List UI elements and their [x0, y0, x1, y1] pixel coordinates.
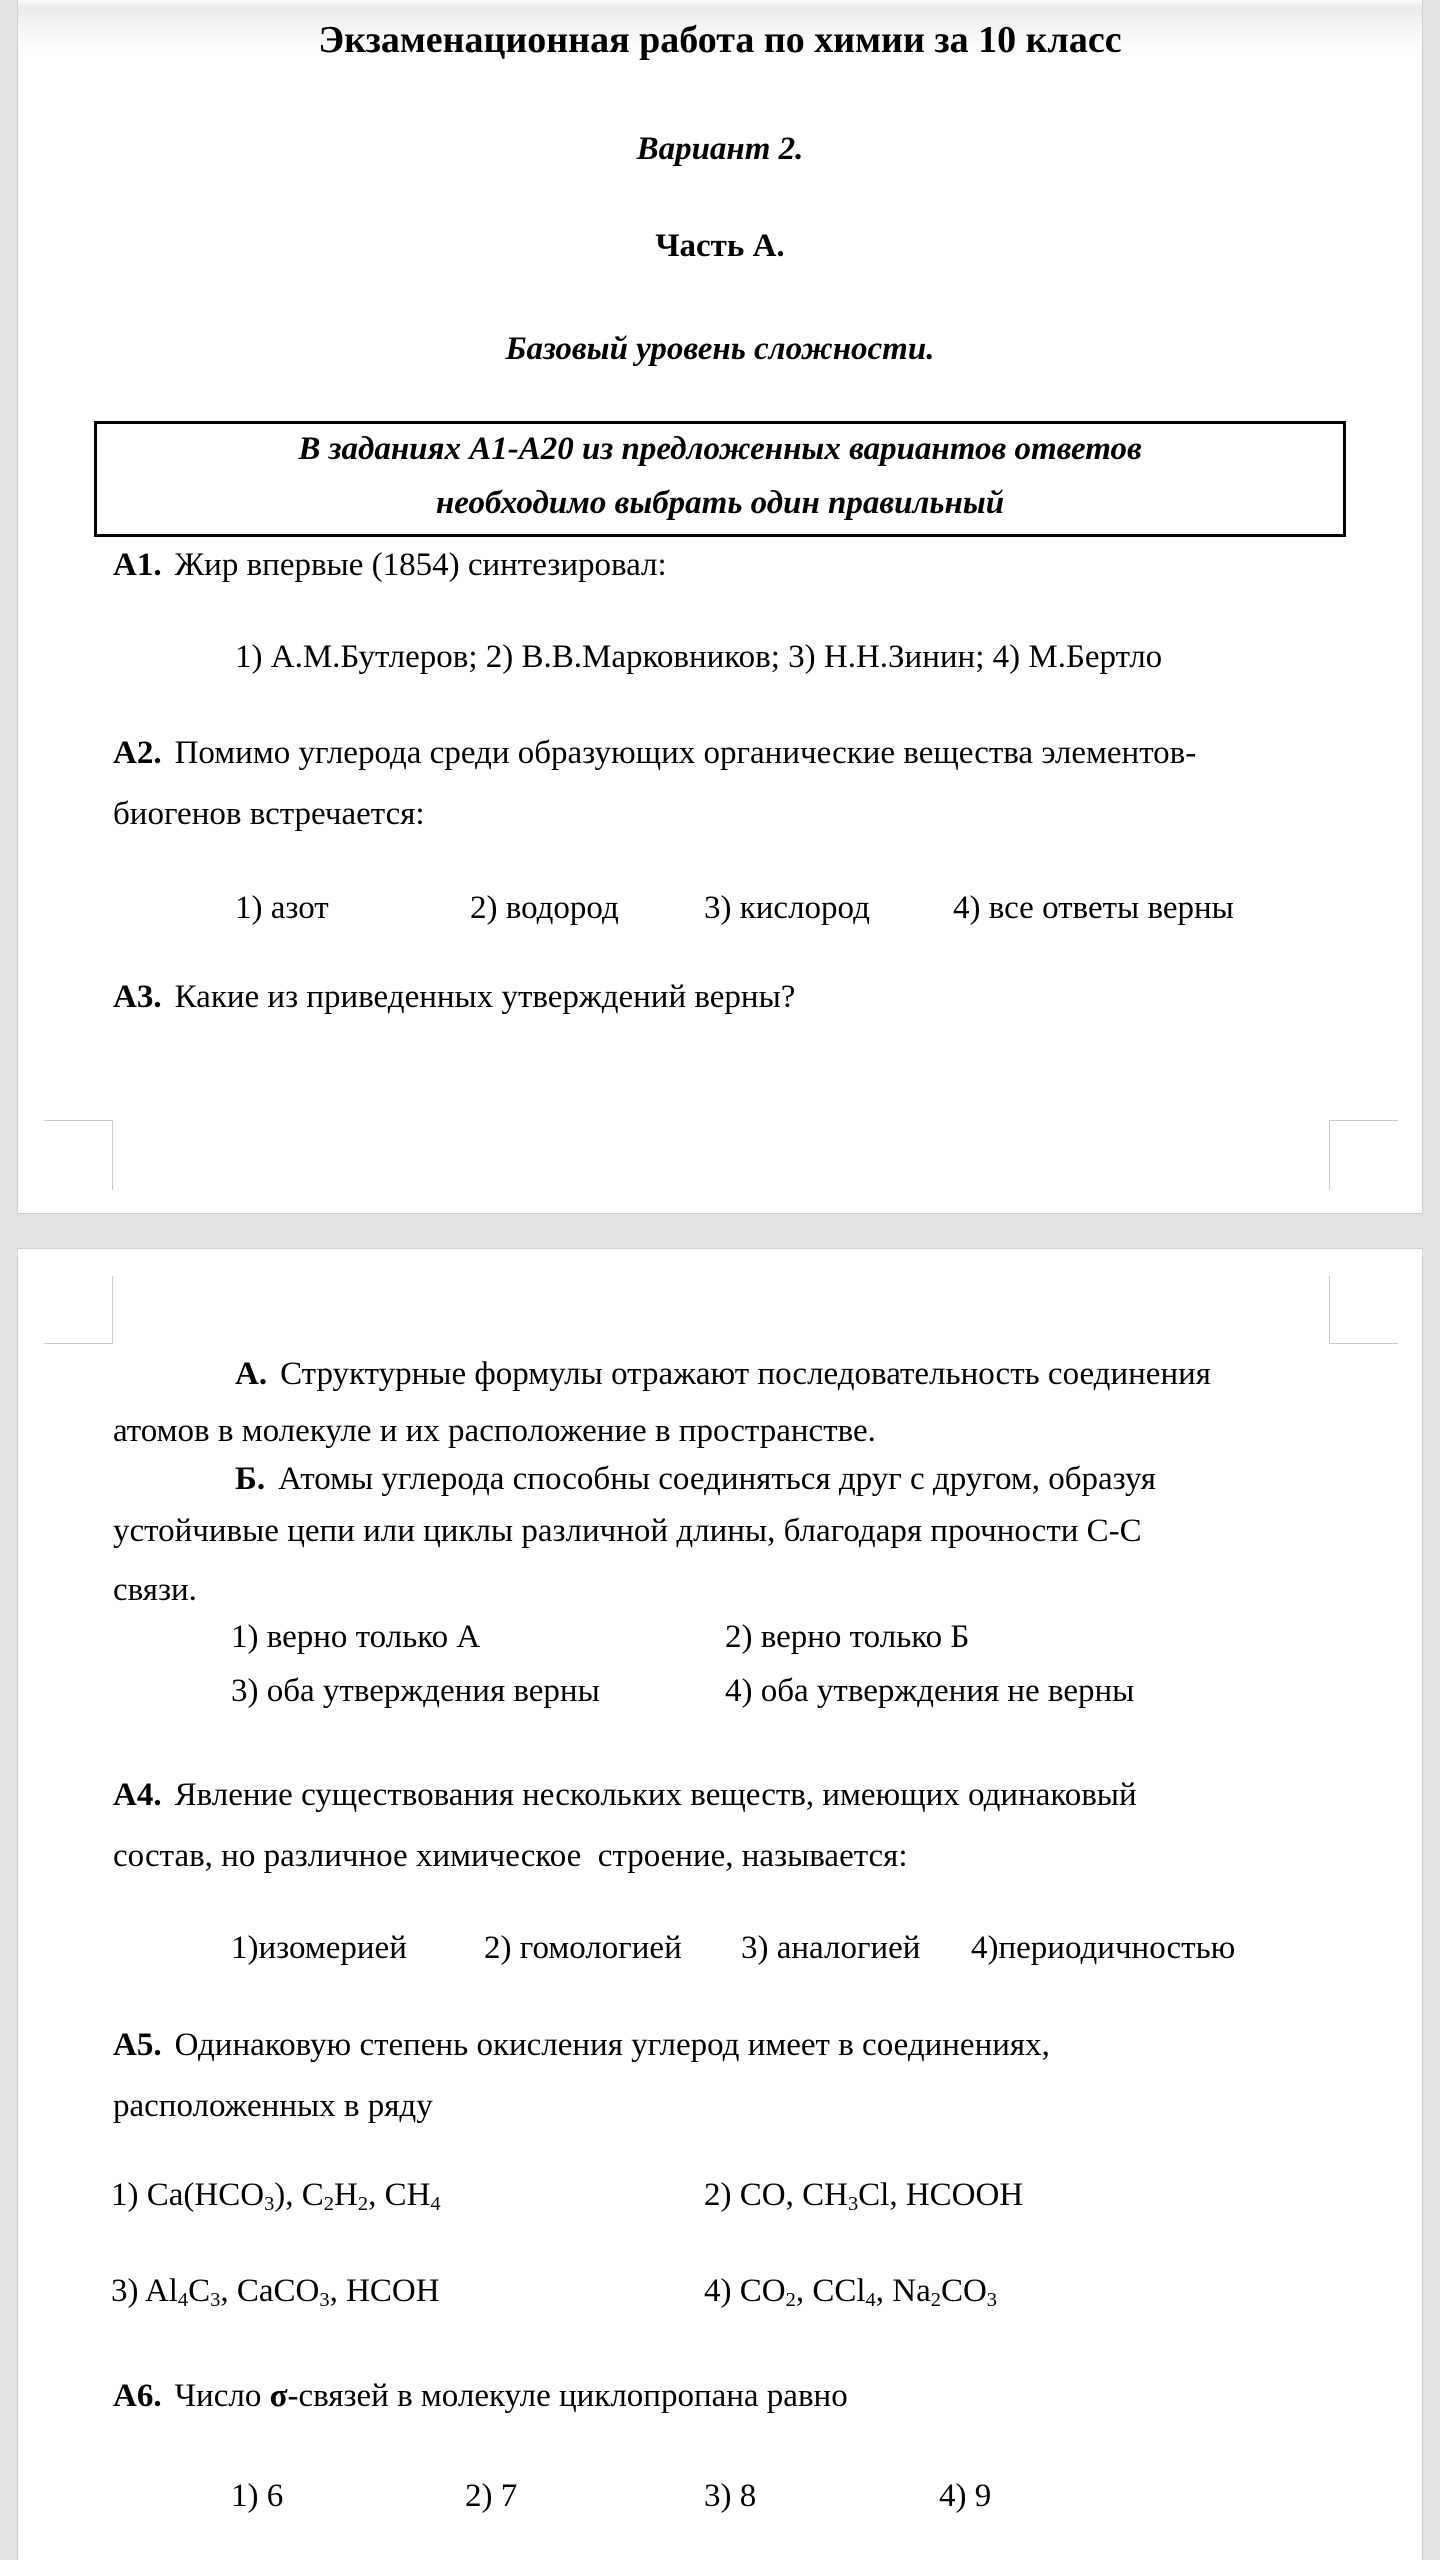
a6-option-3: 3) 8 — [704, 2478, 757, 2514]
a3-option-1: 1) верно только А — [231, 1619, 481, 1655]
a2-option-1: 1) азот — [235, 890, 329, 926]
part-label: Часть А. — [655, 228, 785, 264]
question-a6-text-before: Число — [174, 2378, 270, 2414]
a4-option-1: 1)изомерией — [231, 1930, 407, 1966]
a4-option-3: 3) аналогией — [741, 1930, 921, 1966]
a6-option-4: 4) 9 — [939, 2478, 992, 2514]
question-a2-text: Помимо углерода среди образующих органические вещества элементов- — [174, 735, 1197, 771]
a2-option-2: 2) водород — [470, 890, 619, 926]
exam-title: Экзаменационная работа по химии за 10 класс — [318, 19, 1122, 61]
question-a5-text: Одинаковую степень окисления углерод имеет в соединениях, — [174, 2027, 1050, 2063]
question-a6-number: А6. — [113, 2378, 162, 2414]
instruction-line-2: необходимо выбрать один правильный — [435, 485, 1005, 521]
question-a1-number: А1. — [113, 547, 162, 583]
a5-option-2: 2) CO, $CH_3Cl$, HCOOH — [704, 2177, 1024, 2215]
statement-a-line1 — [235, 1355, 1211, 1395]
instruction-line-1: В заданиях А1-А20 из предложенных вариантов ответов — [298, 431, 1142, 467]
a3-option-2: 2) верно только Б — [725, 1619, 970, 1655]
question-a6-text-after: -связей в молекуле циклопропана равно — [287, 2378, 848, 2414]
a6-option-2: 2) 7 — [465, 2478, 518, 2514]
question-a5-number: А5. — [113, 2027, 162, 2063]
a5-option-3: 3) $Al_4C_3$, CaCO$_3$, HCOH — [111, 2273, 440, 2311]
question-a6 — [113, 2377, 848, 2417]
statement-a-line2: атомов в молекуле и их расположение в пространстве. — [113, 1413, 876, 1449]
statement-a-text: Структурные формулы отражают последовательность соединения — [280, 1356, 1211, 1392]
a4-option-4: 4)периодичностью — [971, 1930, 1236, 1966]
a6-option-1: 1) 6 — [231, 2478, 284, 2514]
a3-option-3: 3) оба утверждения верны — [231, 1673, 600, 1709]
question-a3 — [113, 978, 795, 1018]
statement-b-text: Атомы углерода способны соединяться друг с другом, образуя — [278, 1461, 1156, 1497]
table-corner-bottom-right — [1329, 1276, 1398, 1344]
page-1 — [17, 0, 1423, 1214]
question-a4-line1 — [113, 1776, 1137, 1816]
question-a2-line1 — [113, 734, 1196, 774]
table-corner-bottom-left — [44, 1276, 113, 1344]
question-a4-number: А4. — [113, 1777, 162, 1813]
question-a1 — [113, 546, 667, 586]
a4-option-2: 2) гомологией — [484, 1930, 682, 1966]
question-a3-number: А3. — [113, 979, 162, 1015]
question-a1-text: Жир впервые (1854) синтезировал: — [174, 547, 667, 583]
statement-b-label: Б. — [235, 1461, 266, 1497]
a5-option-4: 4) $CO_2$, CCl$_4$, $Na_2CO_3$ — [704, 2273, 997, 2311]
sigma-symbol: σ — [269, 2378, 288, 2414]
a5-option-1: 1) $Ca(HCO_3)$, $C_2H_2$, $CH_4$ — [111, 2177, 441, 2215]
statement-b-line2: устойчивые цепи или циклы различной длины, благодаря прочности С-С — [113, 1513, 1142, 1549]
question-a2-number: А2. — [113, 735, 162, 771]
a2-option-3: 3) кислород — [704, 890, 870, 926]
question-a4-line2: состав, но различное химическое строение, называется: — [113, 1838, 908, 1874]
statement-b-line3: связи. — [113, 1572, 197, 1608]
question-a5-line2: расположенных в ряду — [113, 2088, 433, 2124]
statement-a-label: А. — [235, 1356, 268, 1392]
table-corner-top-left — [44, 1120, 113, 1190]
question-a4-text: Явление существования нескольких веществ, имеющих одинаковый — [174, 1777, 1137, 1813]
a3-option-4: 4) оба утверждения не верны — [725, 1673, 1135, 1709]
question-a2-line2: биогенов встречается: — [113, 796, 425, 832]
statement-b-line1 — [235, 1460, 1156, 1500]
difficulty-label: Базовый уровень сложности. — [505, 331, 935, 367]
table-corner-top-right — [1329, 1120, 1398, 1190]
variant-label: Вариант 2. — [636, 131, 804, 167]
page-2 — [17, 1248, 1423, 2560]
a2-option-4: 4) все ответы верны — [953, 890, 1234, 926]
question-a3-text: Какие из приведенных утверждений верны? — [174, 979, 796, 1015]
instruction-box — [94, 421, 1346, 537]
question-a1-options: 1) А.М.Бутлеров; 2) В.В.Марковников; 3) Н.Н.Зинин; 4) М.Бертло — [235, 639, 1163, 675]
question-a5-line1 — [113, 2026, 1050, 2066]
